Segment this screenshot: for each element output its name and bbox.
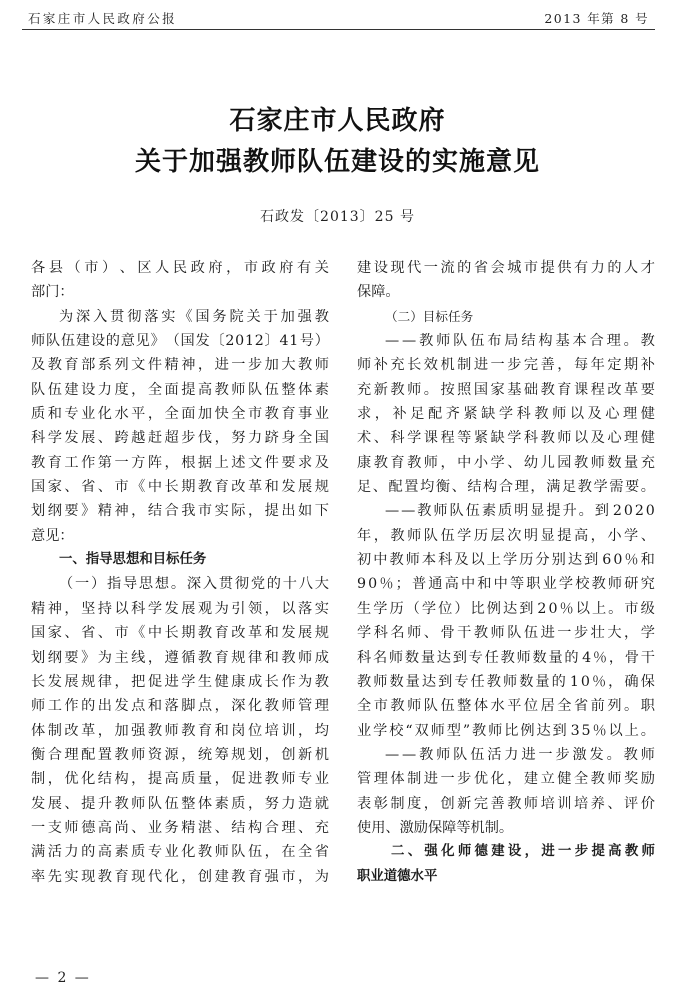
text-line: 长 发 展 规 律 ， 把 促 进 学 生 健 康 成 长 作 为 教 [31, 673, 329, 690]
document-title-line-1: 石家庄市人民政府 [229, 106, 446, 136]
text-line: 一 支 师 德 高 尚 、 业 务 精 湛 、 结 构 合 理 、 充 [31, 819, 329, 836]
text-line: 划 纲 要 》 为 主 线 ， 遵 循 教 育 规 律 和 教 师 成 [31, 649, 329, 666]
text-line: 精 神 ， 坚 持 以 科 学 发 展 观 为 引 领 ， 以 落 实 [31, 600, 329, 617]
document-title-line-2: 关于加强教师队伍建设的实施意见 [134, 147, 540, 177]
text-line: 各 县 （ 市 ） 、 区 人 民 政 府 ， 市 政 府 有 关 [31, 260, 329, 276]
text-line: 衡 合 理 配 置 教 师 资 源 ， 统 筹 规 划 ， 创 新 机 [31, 746, 329, 763]
text-line: 使用、激励保障等机制。 [357, 819, 514, 836]
text-line: 部门： [31, 284, 74, 301]
text-line: 发 展 、 提 升 教 师 队 伍 整 体 素 质 ， 努 力 造 就 [31, 795, 329, 812]
text-line: 率 先 实 现 教 育 现 代 化 ， 创 建 教 育 强 市 ， 为 [31, 868, 329, 885]
text-line: 9 0 ％ ； 普 通 高 中 和 中 等 职 业 学 校 教 师 研 究 [357, 576, 655, 593]
text-line: 建 设 现 代 一 流 的 省 会 城 市 提 供 有 力 的 人 才 [357, 260, 655, 276]
section-subheading: （二）目标任务 [385, 308, 474, 324]
text-line: 教 育 工 作 第 一 方 阵 ， 根 据 上 述 文 件 要 求 及 [31, 454, 329, 471]
text-line: 求 ， 补 足 配 齐 紧 缺 学 科 教 师 以 及 心 理 健 [357, 406, 655, 423]
text-line: 足 、 配 置 均 衡 、 结 构 合 理 ， 满 足 教 学 需 要 。 [357, 479, 655, 496]
text-line: 师 补 充 长 效 机 制 进 一 步 完 善 ， 每 年 定 期 补 [357, 357, 655, 374]
text-line: 科 学 发 展 、 跨 越 赶 超 步 伐 ， 努 力 跻 身 全 国 [31, 430, 329, 447]
text-line: — — 教 师 队 伍 布 局 结 构 基 本 合 理 。 教 [385, 333, 655, 350]
text-line: 科 名 师 数 量 达 到 专 任 教 师 数 量 的 4 ％ ， 骨 干 [357, 649, 655, 666]
text-line: 教 师 数 量 达 到 专 任 教 师 数 量 的 1 0 ％ ， 确 保 [357, 673, 655, 690]
section-heading: 职业道德水平 [357, 868, 438, 884]
text-line: 队 伍 建 设 力 度 ， 全 面 提 高 教 师 队 伍 整 体 素 [31, 381, 329, 398]
text-line: 满 活 力 的 高 素 质 专 业 化 教 师 队 伍 ， 在 全 省 [31, 844, 329, 861]
left-text-column [31, 256, 329, 996]
text-line: 意见： [31, 527, 74, 544]
section-heading: 一、指导思想和目标任务 [59, 552, 207, 568]
issue-number: 2013 年第 8 号 [544, 11, 649, 26]
text-line: — — 教 师 队 伍 素 质 明 显 提 升 。 到 2 0 2 0 [385, 503, 655, 520]
text-line: 制 ， 优 化 结 构 ， 提 高 质 量 ， 促 进 教 师 专 业 [31, 771, 329, 788]
page-number: — 2 — [35, 970, 91, 986]
text-line: 体 制 改 革 ， 加 强 教 师 教 育 和 岗 位 培 训 ， 均 [31, 722, 329, 739]
text-line: 业 学 校 “ 双 师 型 ” 教 师 比 例 达 到 3 5 ％ 以 上 。 [357, 722, 655, 739]
text-line: 及 教 育 部 系 列 文 件 精 神 ， 进 一 步 加 大 教 师 [31, 357, 329, 374]
text-line: 学 科 名 师 、 骨 干 教 师 队 伍 进 一 步 壮 大 ， 学 [357, 625, 655, 642]
text-line: 国 家 、 省 、 市 《 中 长 期 教 育 改 革 和 发 展 规 [31, 479, 329, 496]
document-number: 石政发〔2013〕25 号 [260, 209, 415, 225]
journal-name: 石家庄市人民政府公报 [28, 11, 178, 26]
text-line: 表 彰 制 度 ， 创 新 完 善 教 师 培 训 培 养 、 评 价 [357, 795, 655, 812]
header-divider [22, 29, 655, 30]
text-line: 质 和 专 业 化 水 平 ， 全 面 加 快 全 市 教 育 事 业 [31, 406, 329, 423]
right-text-column [357, 256, 655, 996]
text-line: — — 教 师 队 伍 活 力 进 一 步 激 发 。 教 师 [385, 746, 655, 763]
text-line: 康 教 育 教 师 ， 中 小 学 、 幼 儿 园 教 师 数 量 充 [357, 454, 655, 471]
text-line: 国 家 、 省 、 市 《 中 长 期 教 育 改 革 和 发 展 规 [31, 625, 329, 642]
text-line: 全 市 教 师 队 伍 整 体 水 平 位 居 全 省 前 列 。 职 [357, 698, 655, 715]
text-line: （ 一 ） 指 导 思 想 。 深 入 贯 彻 党 的 十 八 大 [59, 576, 329, 593]
text-line: 充 新 教 师 。 按 照 国 家 基 础 教 育 课 程 改 革 要 [357, 381, 655, 398]
text-line: 师 工 作 的 出 发 点 和 落 脚 点 ， 深 化 教 师 管 理 [31, 698, 329, 715]
text-line: 管 理 体 制 进 一 步 优 化 ， 建 立 健 全 教 师 奖 励 [357, 771, 655, 788]
text-line: 师 队 伍 建 设 的 意 见 》 （ 国 发 〔 2 0 1 2 〕 4 1 号 ） [31, 333, 329, 350]
text-line: 术 、 科 学 课 程 等 紧 缺 学 科 教 师 以 及 心 理 健 [357, 430, 655, 447]
text-line: 保障。 [357, 284, 400, 301]
text-line: 划 纲 要 》 精 神 ， 结 合 我 市 实 际 ， 提 出 如 下 [31, 503, 329, 520]
text-line: 初 中 教 师 本 科 及 以 上 学 历 分 别 达 到 6 0 ％ 和 [357, 552, 655, 569]
text-line: 年 ， 教 师 队 伍 学 历 层 次 明 显 提 高 ， 小 学 、 [357, 527, 655, 544]
text-line: 为 深 入 贯 彻 落 实 《 国 务 院 关 于 加 强 教 [59, 308, 329, 325]
text-line: 生 学 历 （ 学 位 ） 比 例 达 到 2 0 ％ 以 上 。 市 级 [357, 600, 655, 617]
section-heading: 二 、 强 化 师 德 建 设 ， 进 一 步 提 高 教 师 [391, 844, 655, 860]
